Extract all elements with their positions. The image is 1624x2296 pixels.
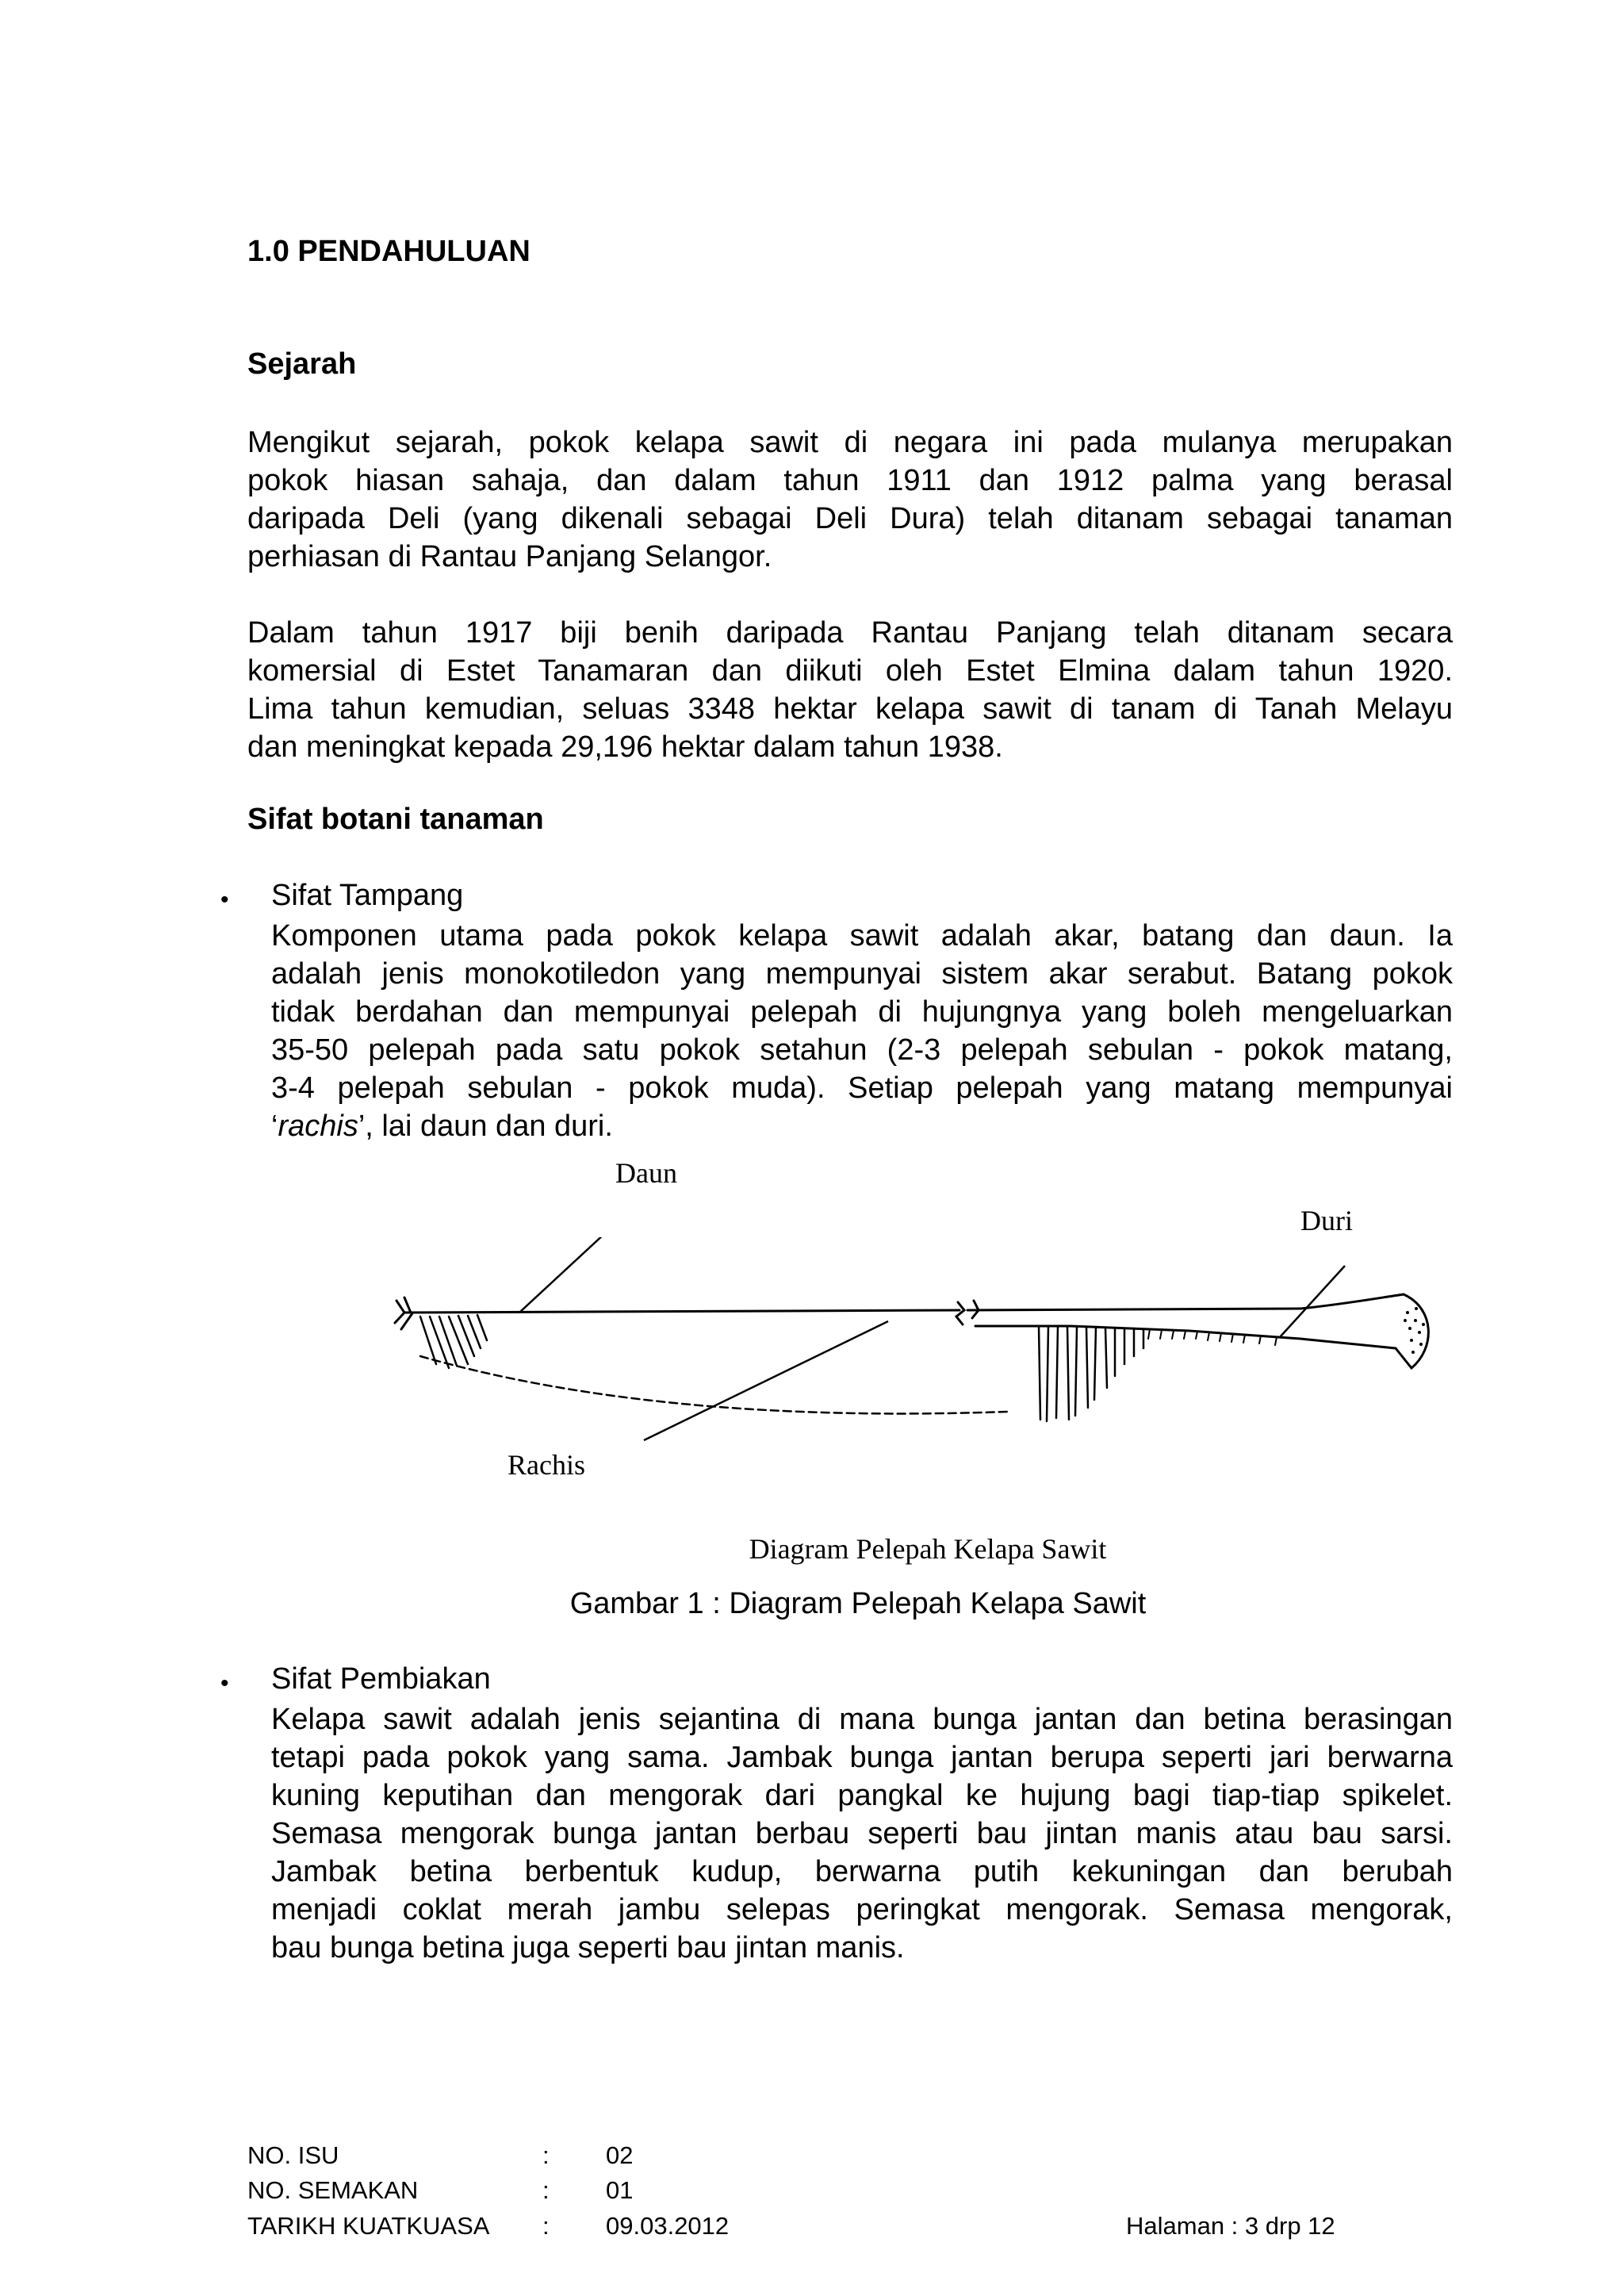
text-line: komersial di Estet Tanamaran dan diikuti oleh Estet Elmina dalam tahun 1920. (247, 654, 1453, 688)
bullet-icon: • (220, 887, 229, 913)
footer-no-isu-value: 02 (606, 2141, 634, 2169)
text-line: Mengikut sejarah, pokok kelapa sawit di negara ini pada mulanya merupakan (247, 426, 1453, 459)
break-mark (956, 1302, 964, 1324)
footer-colon: : (542, 2141, 550, 2169)
label-duri: Duri (1300, 1205, 1353, 1236)
subheading-sejarah: Sejarah (247, 347, 357, 381)
text-line: Komponen utama pada pokok kelapa sawit adalah akar, batang dan daun. Ia (271, 919, 1453, 953)
text-line: dan meningkat kepada 29,196 hektar dalam tahun 1938. (247, 730, 1003, 764)
text-line: Dalam tahun 1917 biji benih daripada Rantau Panjang telah ditanam secara (247, 616, 1453, 650)
italic-term: rachis (278, 1110, 358, 1143)
petiole-dots (1404, 1307, 1425, 1354)
bullet-icon: • (220, 1670, 229, 1696)
footer-tarikh-label: TARIKH KUATKUASA (247, 2212, 490, 2240)
text-line: Lima tahun kemudian, seluas 3348 hektar kelapa sawit di tanam di Tanah Melayu (247, 692, 1453, 726)
text-line: adalah jenis monokotiledon yang mempunyai sistem akar serabut. Batang pokok (271, 957, 1453, 991)
text-line: 35-50 pelepah pada satu pokok setahun (2-3 pelepah sebulan - pokok matang, (271, 1033, 1453, 1067)
text-line: bau bunga betina juga seperti bau jintan manis. (271, 1931, 905, 1964)
rachis-upper-line-2 (967, 1309, 1300, 1310)
text-line: kuning keputihan dan mengorak dari pangkal ke hujung bagi tiap-tiap spikelet. (271, 1779, 1453, 1812)
leaf-outline-dashed (420, 1356, 1007, 1413)
petiole-base (1396, 1294, 1428, 1368)
bullet-title-pembiakan: Sifat Pembiakan (271, 1662, 491, 1696)
label-rachis: Rachis (508, 1449, 585, 1481)
footer-tarikh-value: 09.03.2012 (606, 2212, 730, 2240)
footer-colon: : (542, 2176, 550, 2204)
text-line: menjadi coklat merah jambu selepas peringkat mengorak. Semasa mengorak, (271, 1893, 1453, 1926)
footer-colon: : (542, 2212, 550, 2240)
diagram-inner-caption: Diagram Pelepah Kelapa Sawit (749, 1533, 1107, 1565)
figure-caption: Gambar 1 : Diagram Pelepah Kelapa Sawit (569, 1587, 1147, 1620)
section-heading: 1.0 PENDAHULUAN (247, 235, 530, 268)
open-quote: ‘ (271, 1110, 278, 1143)
text-line: daripada Deli (yang dikenali sebagai Deli Dura) telah ditanam sebagai tanaman (247, 502, 1453, 535)
leaflets-hatching (420, 1315, 487, 1368)
leader-line-rachis (644, 1321, 888, 1440)
paragraph-pembiakan (271, 1700, 1453, 1967)
palm-frond-diagram (389, 1237, 1467, 1475)
text-fragment: ’, lai daun dan duri. (358, 1110, 613, 1143)
paragraph-sejarah-1 (247, 424, 1453, 576)
footer-page-number: Halaman : 3 drp 12 (1126, 2212, 1335, 2240)
leaflet-bases (1039, 1326, 1143, 1421)
text-line: pokok hiasan sahaja, dan dalam tahun 1911 dan 1912 palma yang berasal (247, 464, 1453, 497)
text-line: tidak berdahan dan mempunyai pelepah di hujungnya yang boleh mengeluarkan (271, 995, 1453, 1029)
text-line: tetapi pada pokok yang sama. Jambak bunga jantan berupa seperti jari berwarna (271, 1741, 1453, 1774)
paragraph-sejarah-2 (247, 614, 1453, 766)
text-line: Kelapa sawit adalah jenis sejantina di mana bunga jantan dan betina berasingan (271, 1703, 1453, 1736)
paragraph-tampang (271, 917, 1453, 1145)
text-line: Semasa mengorak bunga jantan berbau seperti bau jintan manis atau bau sarsi. (271, 1817, 1453, 1850)
footer-no-semakan-label: NO. SEMAKAN (247, 2176, 419, 2204)
text-line: 3-4 pelepah sebulan - pokok muda). Setiap pelepah yang matang mempunyai (271, 1071, 1453, 1105)
subheading-sifat-botani: Sifat botani tanaman (247, 803, 544, 836)
leader-line-daun (520, 1237, 626, 1312)
leader-line-duri (1280, 1266, 1345, 1337)
text-line: perhiasan di Rantau Panjang Selangor. (247, 540, 772, 573)
bullet-title-tampang: Sifat Tampang (271, 879, 464, 912)
footer-no-isu-label: NO. ISU (247, 2141, 339, 2169)
text-line: Jambak betina berbentuk kudup, berwarna putih kekuningan dan berubah (271, 1855, 1453, 1888)
label-daun: Daun (615, 1157, 677, 1189)
footer-no-semakan-value: 01 (606, 2176, 634, 2204)
rachis-upper-line (404, 1310, 959, 1313)
text-line (271, 1107, 1453, 1145)
